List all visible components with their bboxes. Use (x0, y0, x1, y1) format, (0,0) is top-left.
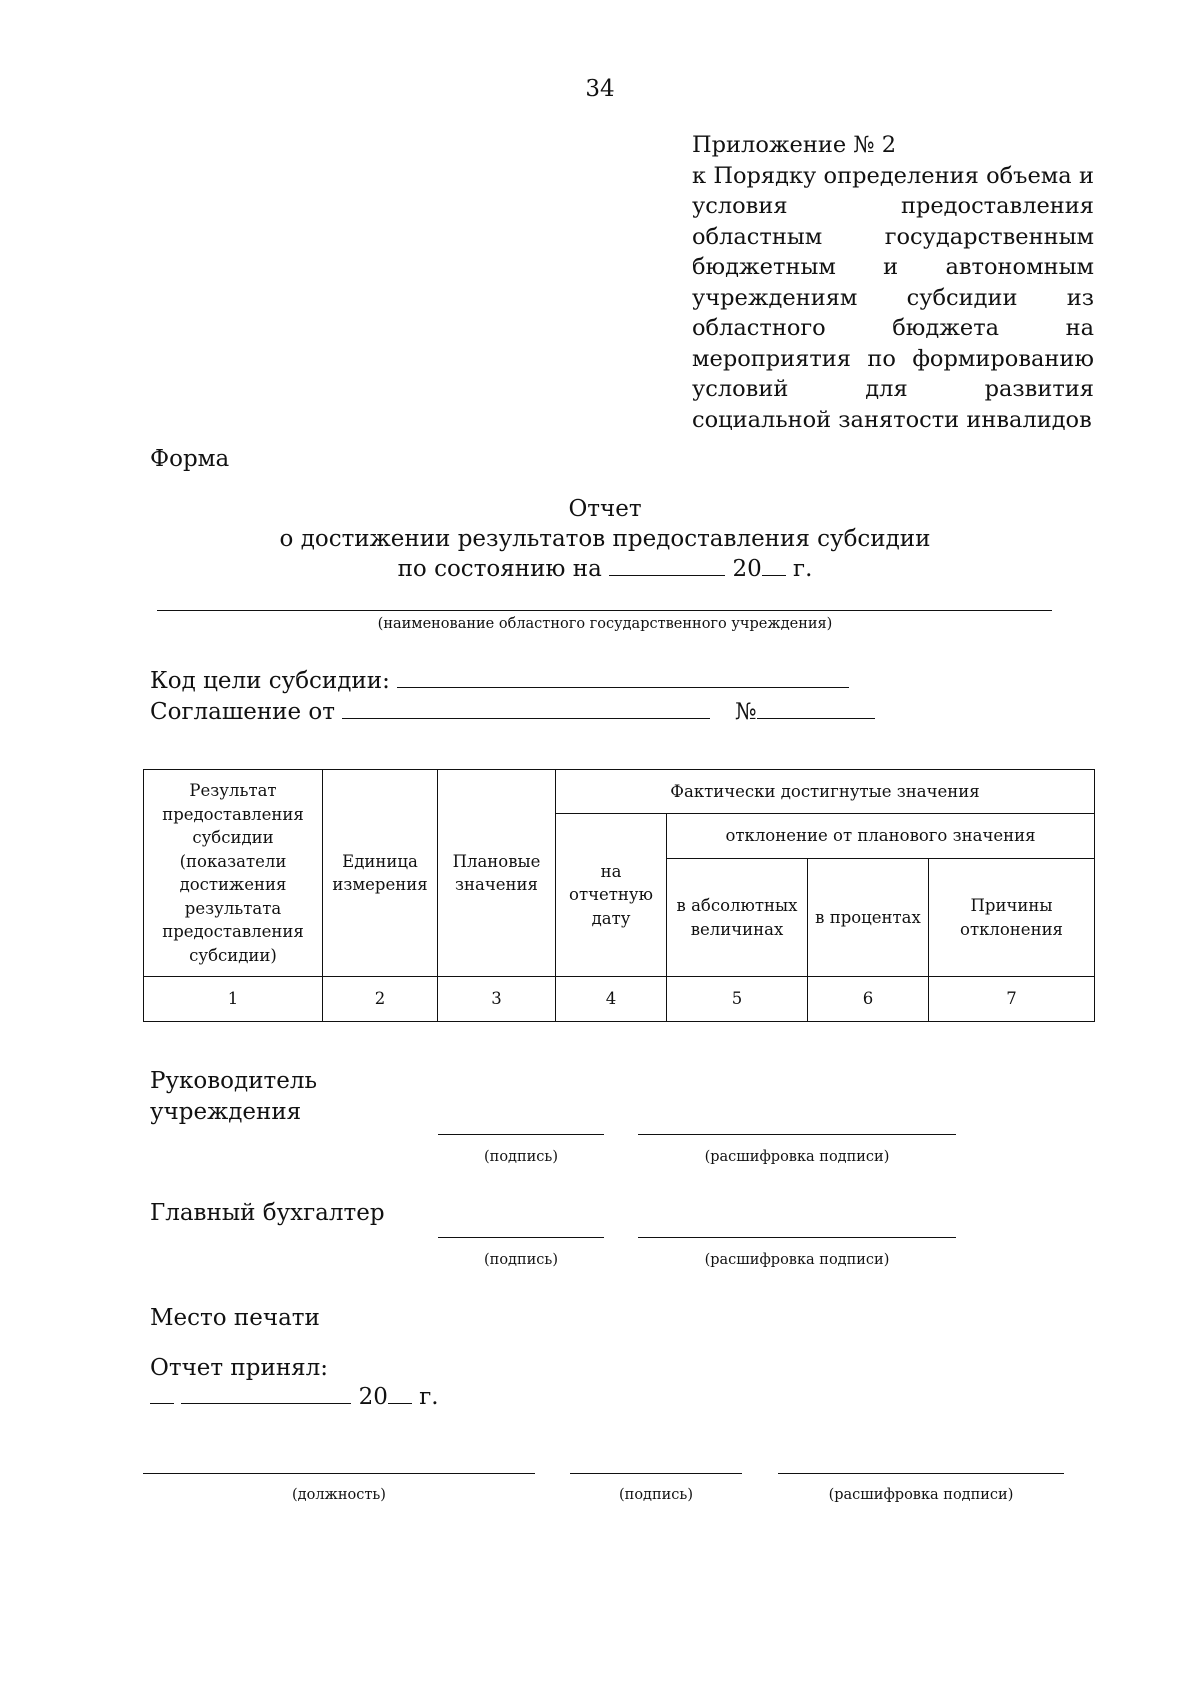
head-decoding-caption: (расшифровка подписи) (704, 1149, 890, 1165)
column-number: 1 (144, 977, 323, 1022)
accountant-decoding-line[interactable] (638, 1237, 956, 1238)
subsidy-code-label: Код цели субсидии: (150, 668, 390, 694)
header-reasons: Причины отклонения (929, 859, 1095, 977)
table-row (144, 977, 1095, 1022)
accepted-decoding-caption: (расшифровка подписи) (828, 1487, 1014, 1503)
seal-label: Место печати (150, 1305, 320, 1331)
column-number: 3 (438, 977, 556, 1022)
agreement-label: Соглашение от (150, 699, 335, 725)
accepted-position-line[interactable] (143, 1473, 535, 1474)
accountant-decoding-caption: (расшифровка подписи) (704, 1252, 890, 1268)
accepted-signature-caption: (подпись) (619, 1487, 693, 1503)
column-number: 2 (323, 977, 438, 1022)
header-actual-values: Фактически достигнутые значения (556, 770, 1095, 814)
agreement-number-blank[interactable] (757, 698, 875, 719)
column-number: 7 (929, 977, 1095, 1022)
accepted-year-blank[interactable] (388, 1383, 412, 1404)
report-title: Отчет (568, 496, 642, 522)
header-percent: в процентах (808, 859, 929, 977)
accepted-year: 20 (358, 1384, 388, 1410)
accountant-label: Главный бухгалтер (150, 1200, 385, 1226)
accepted-signature-line[interactable] (570, 1473, 742, 1474)
agreement-date-blank[interactable] (342, 698, 710, 719)
accepted-suffix: г. (419, 1384, 439, 1410)
header-absolute: в абсолютных величинах (667, 859, 808, 977)
accountant-signature-line[interactable] (438, 1237, 604, 1238)
head-signature-line[interactable] (438, 1134, 604, 1135)
report-date-prefix: по состоянию на (397, 556, 602, 582)
accepted-label: Отчет принял: (150, 1355, 329, 1381)
institution-name-line[interactable] (157, 610, 1052, 611)
agreement-number-label: № (734, 699, 757, 725)
subsidy-code-row (150, 667, 849, 694)
appendix-title: Приложение № 2 (692, 132, 897, 158)
header-result: Результат предоставления субсидии (показатели достижения результата предоставления субсидии) (144, 770, 323, 977)
column-number: 5 (667, 977, 808, 1022)
head-signature-caption: (подпись) (484, 1149, 558, 1165)
form-label: Форма (150, 446, 230, 472)
header-planned: Плановые значения (438, 770, 556, 977)
accepted-date-row (150, 1383, 439, 1410)
agreement-row (150, 698, 875, 725)
report-date-year: 20 (732, 556, 762, 582)
report-year-blank[interactable] (762, 555, 786, 576)
subsidy-code-blank[interactable] (397, 667, 849, 688)
header-deviation: отклонение от планового значения (667, 814, 1095, 859)
accepted-decoding-line[interactable] (778, 1473, 1064, 1474)
head-decoding-line[interactable] (638, 1134, 956, 1135)
report-date-suffix: г. (793, 556, 813, 582)
accountant-signature-caption: (подпись) (484, 1252, 558, 1268)
page-number: 34 (585, 76, 615, 102)
appendix-text: к Порядку определения объема и условия предоставления областным государственным бюджетным и автономным учреждениям субсидии из областного бюджета на мероприятия по формированию условий для развития социальной занятости инвалидов (692, 162, 1094, 433)
column-number: 4 (556, 977, 667, 1022)
appendix-block (692, 130, 1094, 435)
accepted-position-caption: (должность) (292, 1487, 386, 1503)
head-label: Руководитель учреждения (150, 1068, 317, 1125)
report-subtitle: о достижении результатов предоставления субсидии (279, 526, 931, 552)
results-table (143, 769, 1095, 1022)
report-date-blank[interactable] (609, 555, 725, 576)
header-reporting-date: на отчетную дату (556, 814, 667, 977)
header-unit: Единица измерения (323, 770, 438, 977)
institution-caption: (наименование областного государственного учреждения) (377, 616, 833, 632)
accepted-month-blank[interactable] (181, 1383, 351, 1404)
column-number: 6 (808, 977, 929, 1022)
report-date-line (150, 555, 1060, 582)
accepted-day-blank[interactable] (150, 1383, 174, 1404)
